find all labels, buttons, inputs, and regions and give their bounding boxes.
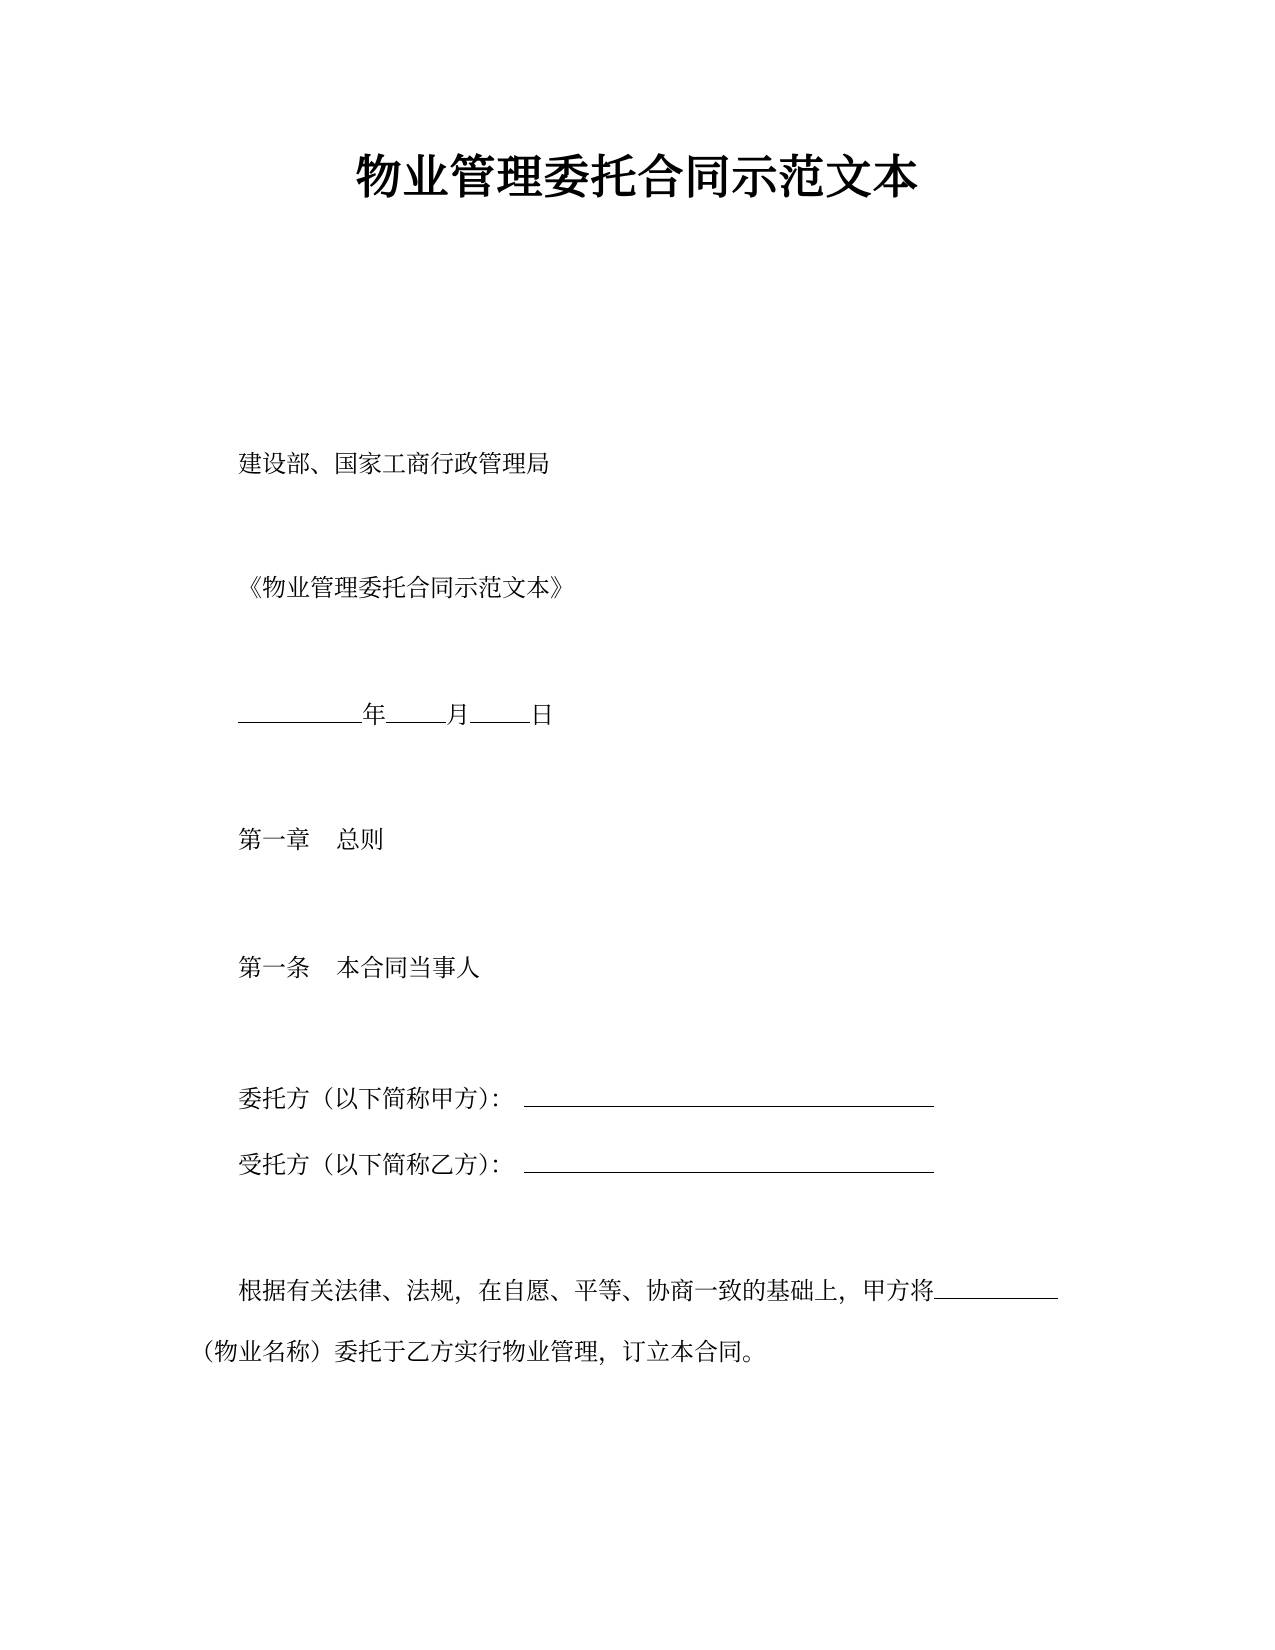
party-a-label: 委托方（以下简称甲方）：: [238, 1085, 514, 1113]
clause-line-1: [238, 1272, 1058, 1307]
chapter-heading: [238, 824, 384, 856]
day-blank[interactable]: [470, 696, 530, 723]
month-blank[interactable]: [386, 696, 446, 723]
date-line: [238, 696, 554, 731]
party-b-label: 受托方（以下简称乙方）：: [238, 1151, 514, 1179]
chapter-name: 总则: [336, 826, 384, 854]
party-a-line: [238, 1080, 934, 1115]
day-label: 日: [530, 701, 554, 729]
chapter-number: 第一章: [238, 826, 310, 854]
article-heading: [238, 952, 480, 984]
property-name-blank[interactable]: [934, 1272, 1058, 1299]
clause-line-2: （物业名称）委托于乙方实行物业管理，订立本合同。: [190, 1338, 766, 1366]
party-a-blank[interactable]: [524, 1080, 934, 1107]
party-b-blank[interactable]: [524, 1146, 934, 1173]
issuer-line: 建设部、国家工商行政管理局: [238, 450, 550, 478]
party-b-line: [238, 1146, 934, 1181]
article-number: 第一条: [238, 954, 310, 982]
article-name: 本合同当事人: [336, 954, 480, 982]
doc-name-line: 《物业管理委托合同示范文本》: [238, 574, 574, 602]
clause-text-1: 根据有关法律、法规，在自愿、平等、协商一致的基础上，甲方将: [238, 1277, 934, 1305]
document-title: 物业管理委托合同示范文本: [355, 150, 920, 204]
month-label: 月: [446, 701, 470, 729]
year-label: 年: [362, 701, 386, 729]
year-blank[interactable]: [238, 696, 362, 723]
